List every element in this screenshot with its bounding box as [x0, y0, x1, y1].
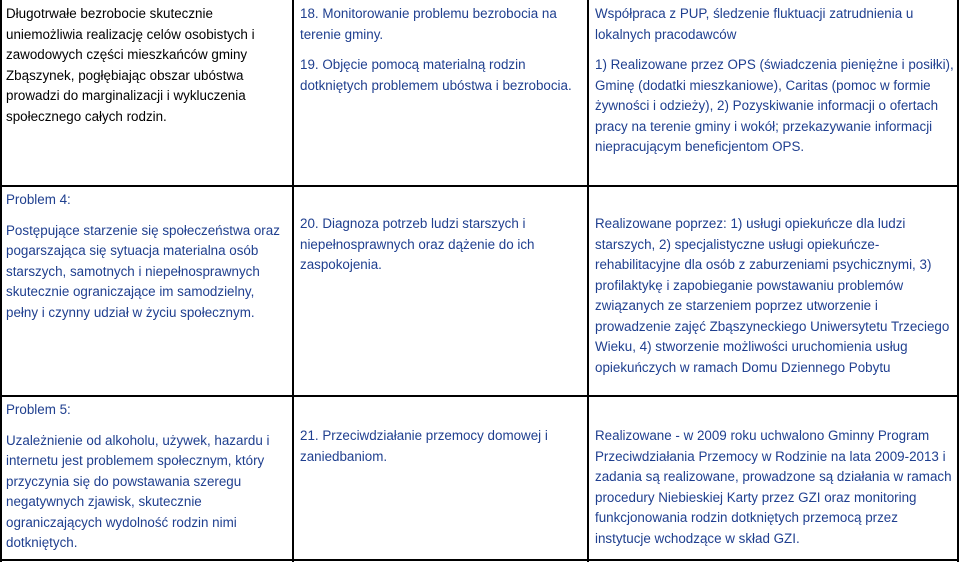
column-divider-1	[292, 0, 294, 562]
row-2-problem-text: Postępujące starzenie się społeczeństwa oraz pogarszająca się sytuacja materialna osób starszych, samotnych i niepełnosprawnych skutecznie ograniczające im samodzielny, pełny i czynny udział w życiu społecznym.	[6, 222, 280, 320]
row-1-action-1: 18. Monitorowanie problemu bezrobocia na terenie gminy.	[300, 6, 557, 42]
row-divider-1	[0, 185, 959, 187]
row-3-status-text: Realizowane - w 2009 roku uchwalono Gminny Program Przeciwdziałania Przemocy w Rodzinie na lata 2009-2013 i zadania są realizowane, prowadzone są działania w ramach procedury Niebieskiej Karty przez GZI oraz monitoring funkcjonowania rodzin dotkniętych przemocą przez instytucje wchodzące w skład GZI.	[595, 428, 952, 546]
row-2-actions-cell	[300, 214, 584, 394]
table-border-left	[0, 0, 2, 562]
row-1-status-text: 1) Realizowane przez OPS (świadczenia pieniężne i posiłki), Gminę (dodatki mieszkaniowe), Caritas (pomoc w formie żywności i odzieży), 2) Pozyskiwanie informacji o ofertach pracy na terenie gminy i wokół; przekazywanie informacji niepracującym beneficjentom OPS.	[595, 57, 954, 154]
row-1-status-cell	[595, 4, 955, 184]
row-divider-2	[0, 395, 959, 397]
row-3-problem-heading: Problem 5:	[6, 402, 71, 417]
row-2-status-cell	[595, 214, 955, 394]
row-3-action-1: 21. Przeciwdziałanie przemocy domowej i zaniedbaniom.	[300, 428, 548, 464]
row-3-problem-text: Uzależnienie od alkoholu, używek, hazardu i internetu jest problemem społecznym, który przyczynia się do powstawania szeregu negatywnych zjawisk, skutecznie ograniczających wydolność rodzin nimi dotkniętych.	[6, 432, 270, 550]
row-3-problem-cell	[6, 400, 290, 558]
row-1-problem-cell	[6, 4, 290, 184]
row-2-action-1: 20. Diagnoza potrzeb ludzi starszych i niepełnosprawnych oraz dążenie do ich zaspokojenia.	[300, 216, 535, 272]
row-1-actions-cell	[300, 4, 584, 184]
row-3-actions-cell	[300, 426, 584, 556]
row-2-problem-heading: Problem 4:	[6, 192, 71, 207]
row-2-problem-cell	[6, 190, 290, 394]
row-3-status-cell	[595, 426, 955, 556]
table-border-right	[957, 0, 959, 562]
table-border-bottom	[0, 559, 959, 561]
row-1-status-intro: Współpraca z PUP, śledzenie fluktuacji zatrudnienia u lokalnych pracodawców	[595, 6, 914, 42]
row-1-action-2: 19. Objęcie pomocą materialną rodzin dotkniętych problemem ubóstwa i bezrobocia.	[300, 57, 572, 93]
column-divider-2	[587, 0, 589, 562]
row-1-problem-text: Długotrwałe bezrobocie skutecznie uniemożliwia realizację celów osobistych i zawodowych części mieszkańców gminy Zbąszynek, pogłębiając obszar ubóstwa prowadzi do marginalizacji i wykluczenia społecznego całych rodzin.	[6, 6, 255, 124]
row-2-status-text: Realizowane poprzez: 1) usługi opiekuńcze dla ludzi starszych, 2) specjalistyczne usługi opiekuńcze-rehabilitacyjne dla osób z zaburzeniami psychicznymi, 3) profilaktykę i zapobieganie powstawaniu problemów związanych ze starzeniem poprzez utworzenie i prowadzenie zajęć Zbąszyneckiego Uniwersytetu Trzeciego Wieku, 4) stworzenie możliwości uruchomienia usług opiekuńczych w ramach Domu Dziennego Pobytu	[595, 216, 950, 375]
